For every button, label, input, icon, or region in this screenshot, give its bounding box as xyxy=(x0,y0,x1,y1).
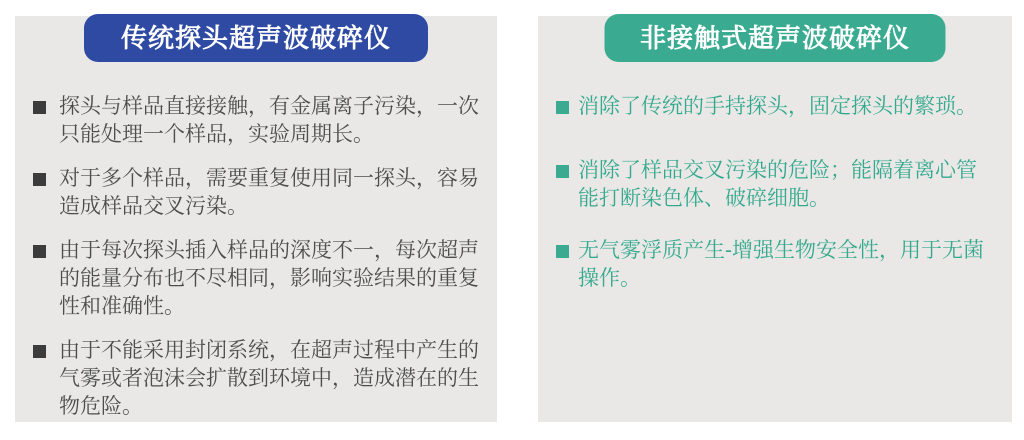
panel-traditional-probe xyxy=(15,16,497,422)
point-text: 消除了传统的手持探头，固定探头的繁琐。 xyxy=(578,95,977,118)
point-text: 对于多个样品，需要重复使用同一探头，容易造成样品交叉污染。 xyxy=(59,167,479,218)
panel-title-non-contact: 非接触式超声波破碎仪 xyxy=(605,14,946,62)
square-bullet-icon xyxy=(556,165,569,178)
square-bullet-icon xyxy=(556,245,569,258)
panel-non-contact xyxy=(538,16,1012,422)
list-item xyxy=(33,165,481,221)
point-text: 探头与样品直接接触，有金属离子污染，一次只能处理一个样品，实验周期长。 xyxy=(59,95,479,146)
list-item xyxy=(556,93,996,121)
point-text: 由于每次探头插入样品的深度不一，每次超声的能量分布也不尽相同，影响实验结果的重复性和准确性。 xyxy=(59,239,479,318)
panel-title-traditional-probe: 传统探头超声波破碎仪 xyxy=(84,14,428,62)
list-item xyxy=(33,93,481,149)
square-bullet-icon xyxy=(33,245,46,258)
point-text: 消除了样品交叉污染的危险；能隔着离心管能打断染色体、破碎细胞。 xyxy=(578,159,977,210)
square-bullet-icon xyxy=(33,173,46,186)
square-bullet-icon xyxy=(33,345,46,358)
point-text: 无气雾浮质产生-增强生物安全性，用于无菌操作。 xyxy=(578,239,984,290)
list-item xyxy=(556,157,996,213)
traditional-probe-point-list xyxy=(15,16,497,421)
list-item xyxy=(556,237,996,293)
list-item xyxy=(33,237,481,321)
square-bullet-icon xyxy=(556,101,569,114)
square-bullet-icon xyxy=(33,101,46,114)
point-text: 由于不能采用封闭系统，在超声过程中产生的气雾或者泡沫会扩散到环境中，造成潜在的生物危险。 xyxy=(59,339,479,418)
list-item xyxy=(33,337,481,421)
